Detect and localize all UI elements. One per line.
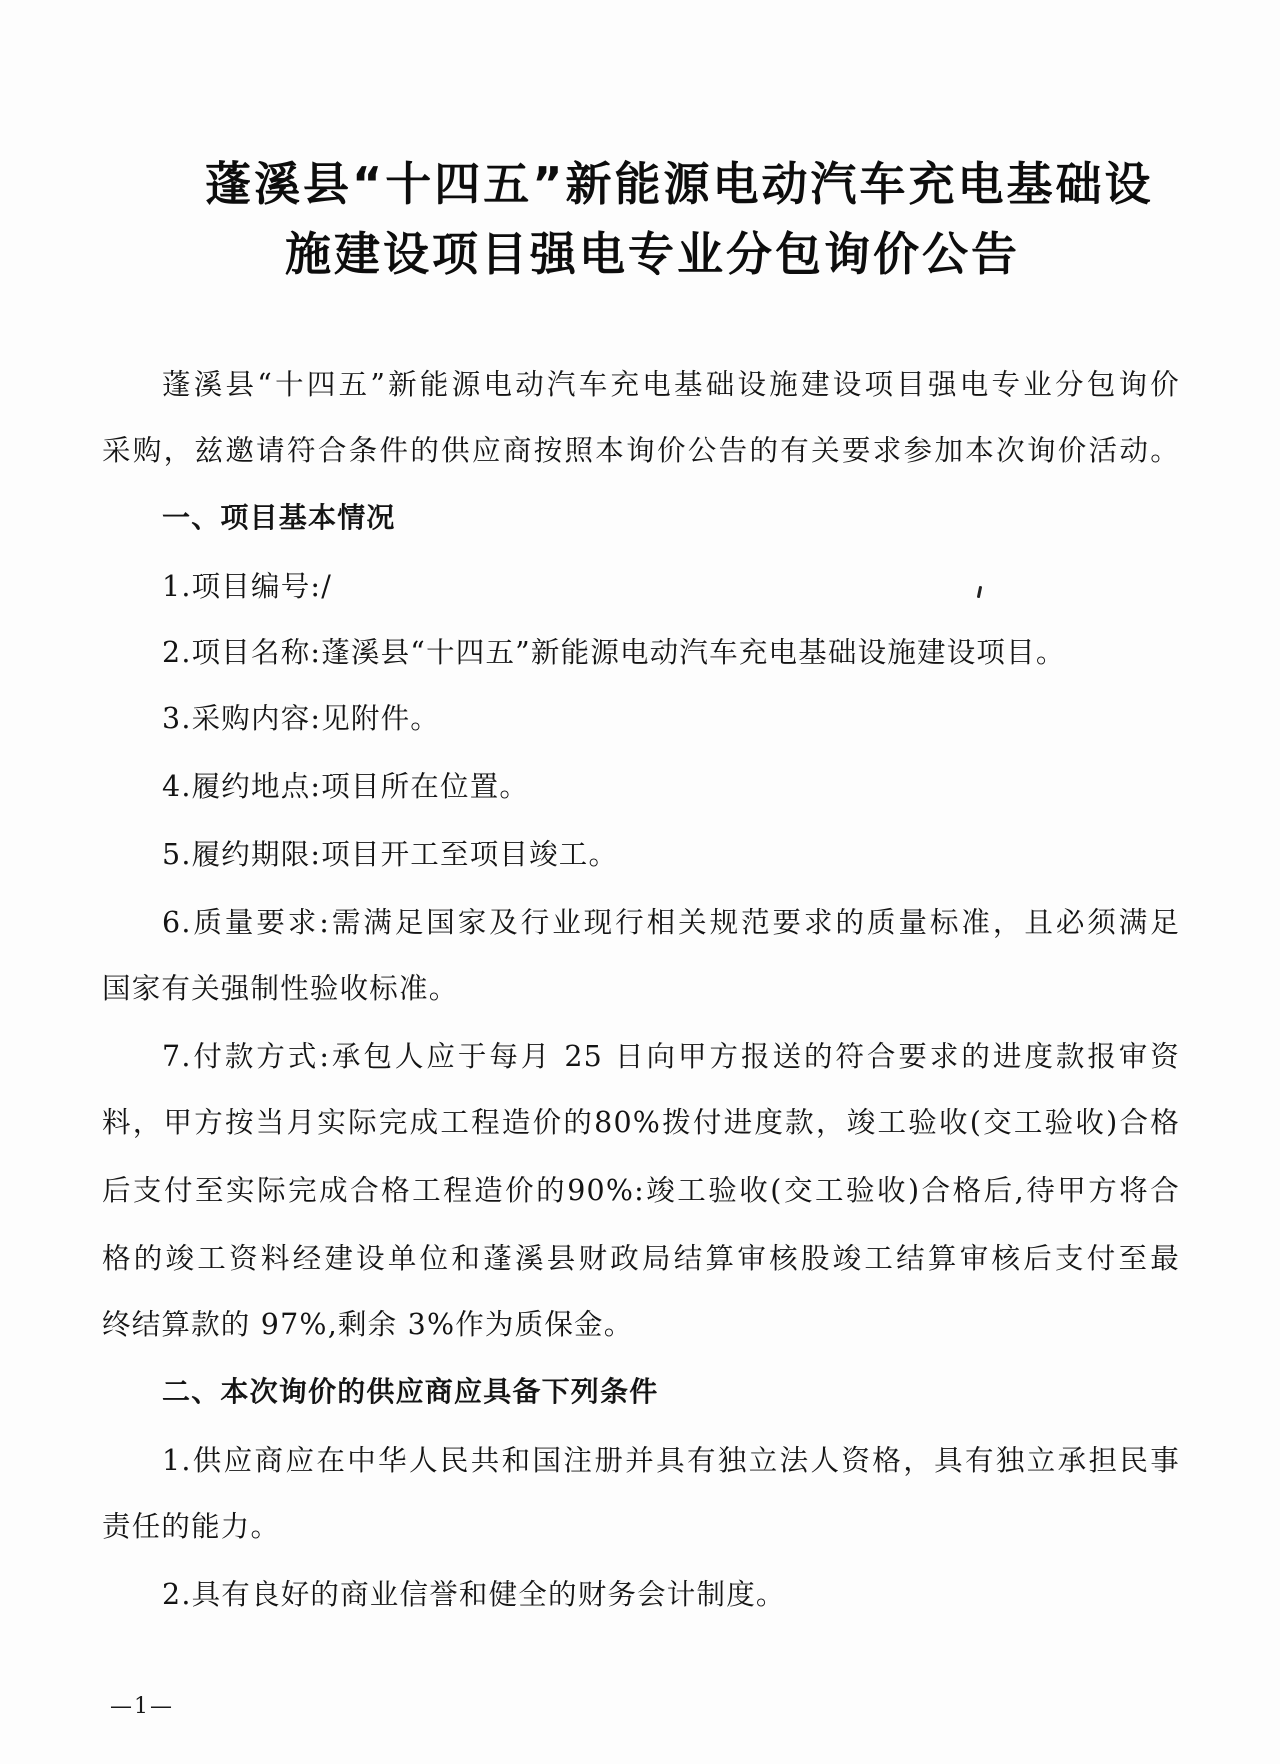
document-title-line-2: 施建设项目强电专业分包询价公告 (285, 227, 1020, 281)
section-1-item-6-line-1: 6.质量要求:需满足国家及行业现行相关规范要求的质量标准，且必须满足 (162, 906, 1180, 939)
section-1-item-4: 4.履约地点:项目所在位置。 (162, 770, 530, 803)
section-1-item-7-line-1: 7.付款方式:承包人应于每月 25 日向甲方报送的符合要求的进度款报审资 (162, 1040, 1180, 1073)
section-1-item-1: 1.项目编号:/ (162, 570, 332, 603)
section-2-item-2: 2.具有良好的商业信誉和健全的财务会计制度。 (162, 1578, 786, 1611)
section-1-item-3: 3.采购内容:见附件。 (162, 702, 440, 735)
section-2-item-1-line-2: 责任的能力。 (102, 1510, 281, 1543)
section-1-item-6-line-2: 国家有关强制性验收标准。 (102, 972, 459, 1005)
section-1-heading: 一、项目基本情况 (162, 501, 396, 534)
section-1-item-7-line-5: 终结算款的 97%,剩余 3%作为质保金。 (102, 1308, 634, 1341)
section-2-item-1-line-1: 1.供应商应在中华人民共和国注册并具有独立法人资格，具有独立承担民事 (162, 1444, 1180, 1477)
intro-paragraph-line-1: 蓬溪县“十四五”新能源电动汽车充电基础设施建设项目强电专业分包询价 (162, 368, 1180, 401)
section-1-item-7-line-3: 后支付至实际完成合格工程造价的90%:竣工验收(交工验收)合格后,待甲方将合 (102, 1174, 1180, 1207)
intro-paragraph-line-2: 采购，兹邀请符合条件的供应商按照本询价公告的有关要求参加本次询价活动。 (102, 434, 1180, 467)
section-1-item-7-line-4: 格的竣工资料经建设单位和蓬溪县财政局结算审核股竣工结算审核后支付至最 (102, 1242, 1180, 1275)
section-1-item-5: 5.履约期限:项目开工至项目竣工。 (162, 838, 619, 871)
section-1-item-7-line-2: 料，甲方按当月实际完成工程造价的80%拨付进度款，竣工验收(交工验收)合格 (102, 1106, 1180, 1139)
document-title-line-1: 蓬溪县“十四五”新能源电动汽车充电基础设 (205, 157, 1154, 211)
section-1-item-2: 2.项目名称:蓬溪县“十四五”新能源电动汽车充电基础设施建设项目。 (162, 636, 1066, 669)
section-2-heading: 二、本次询价的供应商应具备下列条件 (162, 1375, 659, 1408)
page-number: —1— (110, 1694, 174, 1719)
